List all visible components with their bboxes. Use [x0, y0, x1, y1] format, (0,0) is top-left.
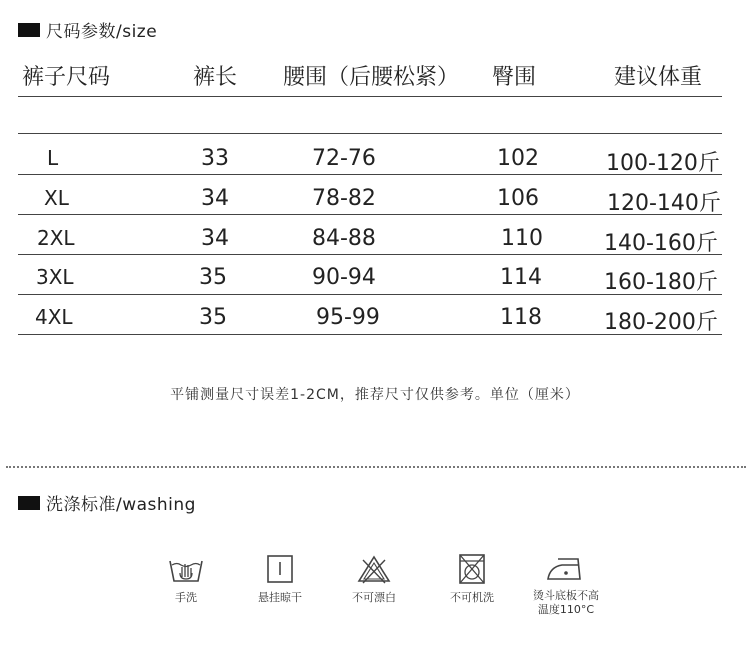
care-label-line-2: 温度110°C: [537, 603, 595, 616]
wash-section-title: 洗涤标准/washing: [46, 495, 196, 515]
cell-hip: 118: [500, 305, 542, 330]
care-item-no-machine-wash: [424, 553, 520, 605]
table-row: [0, 226, 750, 264]
cell-length: 34: [201, 186, 229, 211]
cell-size: 3XL: [36, 265, 74, 289]
cell-weight: 180-200斤: [604, 310, 718, 335]
cell-waist: 84-88: [312, 226, 376, 251]
size-section-header: [18, 17, 157, 42]
cell-hip: 102: [497, 146, 539, 171]
header-length: 裤长: [193, 65, 238, 90]
care-item-hang-dry: [232, 553, 328, 605]
header-weight: 建议体重: [614, 65, 703, 90]
cell-length: 35: [199, 265, 227, 290]
cell-waist: 95-99: [316, 305, 380, 330]
care-label: 悬挂晾干: [258, 591, 302, 604]
cell-hip: 106: [497, 186, 539, 211]
table-row: [0, 146, 750, 184]
no-bleach-icon: [354, 553, 394, 585]
cell-size: L: [47, 146, 59, 170]
cell-size: XL: [44, 186, 69, 210]
header-size: 裤子尺码: [22, 65, 111, 90]
hand-wash-icon: [166, 553, 206, 585]
cell-waist: 72-76: [312, 146, 376, 171]
care-label-line-1: 烫斗底板不高: [533, 589, 599, 602]
section-divider: [6, 466, 746, 468]
cell-weight: 100-120斤: [606, 151, 720, 176]
hang-dry-icon: [260, 553, 300, 585]
care-label: 不可机洗: [450, 591, 494, 604]
table-row: [0, 305, 750, 343]
care-item-hand-wash: [138, 553, 234, 605]
care-item-iron: [518, 553, 614, 617]
table-row: [0, 265, 750, 303]
cell-waist: 78-82: [312, 186, 376, 211]
care-label: [518, 589, 614, 617]
iron-icon: [544, 553, 588, 583]
no-machine-wash-icon: [452, 553, 492, 585]
cell-hip: 114: [500, 265, 542, 290]
cell-length: 35: [199, 305, 227, 330]
cell-waist: 90-94: [312, 265, 376, 290]
cell-weight: 140-160斤: [604, 231, 718, 256]
size-section-title: 尺码参数/size: [46, 22, 158, 42]
header-hip: 臀围: [492, 65, 537, 90]
measurement-note: 平铺测量尺寸误差1-2CM，推荐尺寸仅供参考。单位（厘米）: [170, 387, 580, 403]
header-waist: 腰围（后腰松紧）: [283, 65, 460, 90]
cell-size: 2XL: [37, 226, 75, 250]
section-marker-block: [18, 496, 40, 510]
table-rule: [18, 96, 722, 97]
care-label: 手洗: [175, 591, 197, 604]
cell-hip: 110: [501, 226, 543, 251]
section-marker-block: [18, 23, 40, 37]
care-label: 不可漂白: [352, 591, 396, 604]
cell-weight: 160-180斤: [604, 270, 718, 295]
wash-section-header: [18, 490, 196, 515]
size-table-header: [0, 60, 750, 96]
cell-length: 34: [201, 226, 229, 251]
table-row: [0, 186, 750, 224]
table-rule: [18, 133, 722, 134]
cell-weight: 120-140斤: [607, 191, 721, 216]
cell-length: 33: [201, 146, 229, 171]
care-item-no-bleach: [326, 553, 422, 605]
cell-size: 4XL: [35, 305, 73, 329]
